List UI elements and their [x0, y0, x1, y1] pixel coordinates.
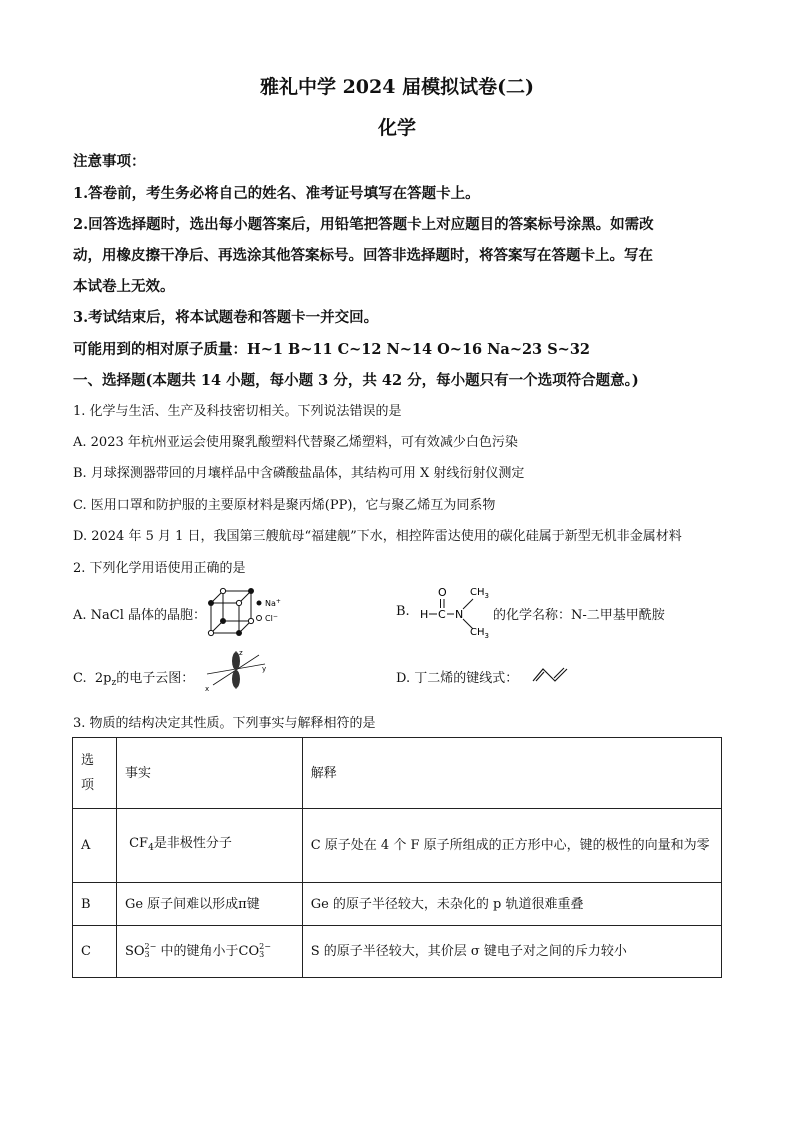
row-b-explanation: Ge 的原子半径较大，未杂化的 p 轨道很难重叠: [302, 883, 721, 926]
electron-cloud-diagram: [203, 647, 269, 693]
q2-option-c-text: C. $2p_z$的电子云图：: [73, 671, 195, 688]
table-header-row: [73, 738, 722, 809]
row-b-option: B: [73, 883, 117, 926]
svg-text:z: z: [239, 649, 243, 657]
svg-text:H: H: [420, 608, 429, 621]
q1-option-c: C. 医用口罩和防护服的主要原材料是聚丙烯(PP)，它与聚乙烯互为同系物: [73, 498, 496, 513]
exam-title: 雅礼中学 2024 届模拟试卷(二): [259, 76, 535, 98]
section-1-heading: 一、选择题(本题共 14 小题，每小题 3 分，共 42 分，每小题只有一个选项符合题意。): [73, 372, 639, 389]
q2-stem: 2. 下列化学用语使用正确的是: [73, 561, 246, 576]
q3-stem: 3. 物质的结构决定其性质。下列事实与解释相符的是: [73, 716, 376, 731]
atomic-mass-line: 可能用到的相对原子质量：H~1 B~11 C~12 N~14 O~16 Na~23 S~32: [73, 341, 590, 358]
header-option: 选 项: [73, 738, 117, 809]
svg-text:C: C: [438, 608, 446, 621]
cl-legend-label: Cl−: [265, 613, 278, 623]
q3-table: [72, 737, 722, 978]
table-row: [73, 926, 722, 978]
table-row: [73, 883, 722, 926]
row-a-fact: $CF_4$是非极性分子: [116, 809, 302, 883]
header-explanation: 解释: [302, 738, 721, 809]
notice-heading: 注意事项：: [73, 153, 146, 170]
q2-option-a-text: A. NaCl 晶体的晶胞：: [73, 608, 207, 623]
row-a-option: A: [73, 809, 117, 883]
q2-option-b-label: B.: [396, 604, 410, 619]
subject-title: 化学: [377, 117, 416, 139]
nacl-unit-cell-diagram: [203, 585, 293, 641]
q1-option-a: A. 2023 年杭州亚运会使用聚乳酸塑料代替聚乙烯塑料，可有效减少白色污染: [73, 435, 518, 450]
notice-item-2-line-3: 本试卷上无效。: [73, 278, 175, 295]
q2-option-d-text: D. 丁二烯的键线式：: [396, 671, 519, 686]
na-legend-dot: [257, 601, 262, 606]
svg-text:CH3: $CH_3$: [470, 587, 489, 600]
row-b-fact: Ge 原子间难以形成π键: [116, 883, 302, 926]
row-c-explanation: S 的原子半径较大，其价层 σ 键电子对之间的斥力较小: [302, 926, 721, 978]
notice-item-2-line-1: 2.回答选择题时，选出每小题答案后，用铅笔把答题卡上对应题目的答案标号涂黑。如需改: [73, 216, 654, 233]
svg-text:y: y: [262, 665, 267, 673]
q1-stem: 1. 化学与生活、生产及科技密切相关。下列说法错误的是: [73, 404, 402, 419]
row-c-option: C: [73, 926, 117, 978]
table-row: [73, 809, 722, 883]
na-legend-label: Na+: [265, 598, 281, 608]
q2-option-b-suffix: 的化学名称：N-二甲基甲酰胺: [493, 608, 665, 623]
svg-text:CH3: $CH_3$: [470, 627, 489, 638]
row-c-fact: SO 2− 3 中的键角小于CO 2− 3: [116, 926, 302, 978]
svg-text:N: N: [455, 608, 464, 621]
svg-text:O: O: [438, 586, 447, 599]
cl-legend-dot: [257, 616, 262, 621]
svg-text:x: x: [205, 685, 210, 693]
q1-option-d: D. 2024 年 5 月 1 日，我国第三艘航母“福建舰”下水，相控阵雷达使用的碳化硅属于新型无机非金属材料: [73, 529, 682, 544]
dmf-structure-diagram: [418, 582, 492, 638]
butadiene-skeletal-diagram: [531, 664, 571, 684]
notice-item-2-line-2: 动，用橡皮擦干净后、再选涂其他答案标号。回答非选择题时，将答案写在答题卡上。写在: [73, 247, 653, 264]
q1-option-b: B. 月球探测器带回的月壤样品中含磷酸盐晶体，其结构可用 X 射线衍射仪测定: [73, 466, 525, 481]
notice-item-3: 3.考试结束后，将本试题卷和答题卡一并交回。: [73, 309, 379, 326]
notice-item-1: 1.答卷前，考生务必将自己的姓名、准考证号填写在答题卡上。: [73, 185, 480, 202]
header-fact: 事实: [116, 738, 302, 809]
row-a-explanation: C 原子处在 4 个 F 原子所组成的正方形中心，键的极性的向量和为零: [302, 809, 721, 883]
